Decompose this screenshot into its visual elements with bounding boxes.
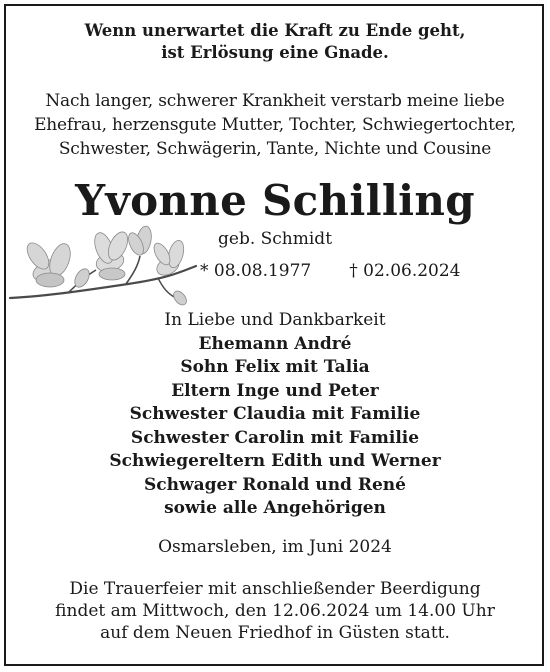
mourners-list <box>0 309 550 521</box>
life-dates <box>200 260 461 282</box>
deceased-name: Yvonne Schilling <box>75 176 475 225</box>
intro-line: Nach langer, schwerer Krankheit verstarb meine liebe <box>45 91 505 111</box>
motto-line: Wenn unerwartet die Kraft zu Ende geht, <box>84 21 466 40</box>
mourners-lead: In Liebe und Dankbarkeit <box>164 310 386 330</box>
service-info <box>0 578 550 644</box>
death-date: † 02.06.2024 <box>349 261 461 281</box>
mourner-line: Schwager Ronald und René <box>144 474 406 495</box>
mourner-line: Schwester Claudia mit Familie <box>129 404 421 424</box>
mourner-line: Schwiegereltern Edith und Werner <box>109 451 441 471</box>
mourner-line: Sohn Felix mit Talia <box>180 357 370 377</box>
place-date: Osmarsleben, im Juni 2024 <box>158 537 392 557</box>
intro-text <box>0 89 550 161</box>
intro-line: Schwester, Schwägerin, Tante, Nichte und Cousine <box>58 139 492 159</box>
intro-line: Ehefrau, herzensgute Mutter, Tochter, Schwiegertochter, <box>34 115 516 135</box>
mourner-line: Eltern Inge und Peter <box>171 380 379 401</box>
motto <box>0 20 550 64</box>
mourner-line: Ehemann André <box>198 333 352 354</box>
service-line: auf dem Neuen Friedhof in Güsten statt. <box>100 623 450 643</box>
birth-date: * 08.08.1977 <box>200 261 312 281</box>
magnolia-branch-icon <box>8 218 198 323</box>
mourner-line: sowie alle Angehörigen <box>164 498 386 518</box>
service-line: findet am Mittwoch, den 12.06.2024 um 14.00 Uhr <box>55 601 495 621</box>
service-line: Die Trauerfeier mit anschließender Beerdigung <box>69 579 481 599</box>
motto-line: ist Erlösung eine Gnade. <box>161 43 389 62</box>
birth-name: geb. Schmidt <box>218 229 333 249</box>
mourner-line: Schwester Carolin mit Familie <box>130 427 420 448</box>
